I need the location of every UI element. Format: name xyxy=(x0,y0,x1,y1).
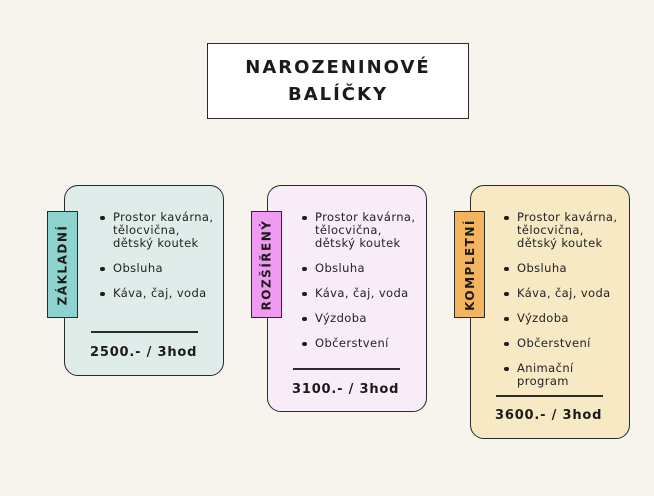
list-item: Káva, čaj, voda xyxy=(300,287,425,300)
package-tab-complete xyxy=(454,211,485,318)
title-box xyxy=(207,43,469,119)
list-item: Obsluha xyxy=(98,262,223,275)
list-item: Prostor kavárna, tělocvična, dětský koutek xyxy=(300,211,425,250)
list-item: Prostor kavárna, tělocvična, dětský koutek xyxy=(502,211,627,250)
page-title: NAROZENINOVÉ BALÍČKY xyxy=(245,57,431,105)
package-items-basic xyxy=(98,211,223,312)
package-tab-extended xyxy=(251,211,282,318)
list-item: Občerstvení xyxy=(300,337,425,350)
price-divider-basic xyxy=(91,331,198,333)
package-name-extended: ROZŠÍŘENÝ xyxy=(259,219,274,310)
list-item: Občerstvení xyxy=(502,337,627,350)
list-item: Obsluha xyxy=(502,262,627,275)
package-price-extended: 3100.- / 3hod xyxy=(292,382,400,397)
package-items-extended xyxy=(300,211,425,362)
package-name-basic: ZÁKLADNÍ xyxy=(55,224,70,305)
list-item: Výzdoba xyxy=(300,312,425,325)
list-item: Káva, čaj, voda xyxy=(502,287,627,300)
package-tab-basic xyxy=(47,211,78,318)
list-item: Animační program xyxy=(502,362,627,388)
list-item: Výzdoba xyxy=(502,312,627,325)
package-price-basic: 2500.- / 3hod xyxy=(90,345,198,360)
list-item: Káva, čaj, voda xyxy=(98,287,223,300)
package-price-complete: 3600.- / 3hod xyxy=(495,408,603,423)
price-divider-extended xyxy=(293,368,400,370)
list-item: Obsluha xyxy=(300,262,425,275)
list-item: Prostor kavárna, tělocvična, dětský koutek xyxy=(98,211,223,250)
package-items-complete xyxy=(502,211,627,400)
price-divider-complete xyxy=(496,395,603,397)
package-name-complete: KOMPLETNÍ xyxy=(462,218,477,311)
